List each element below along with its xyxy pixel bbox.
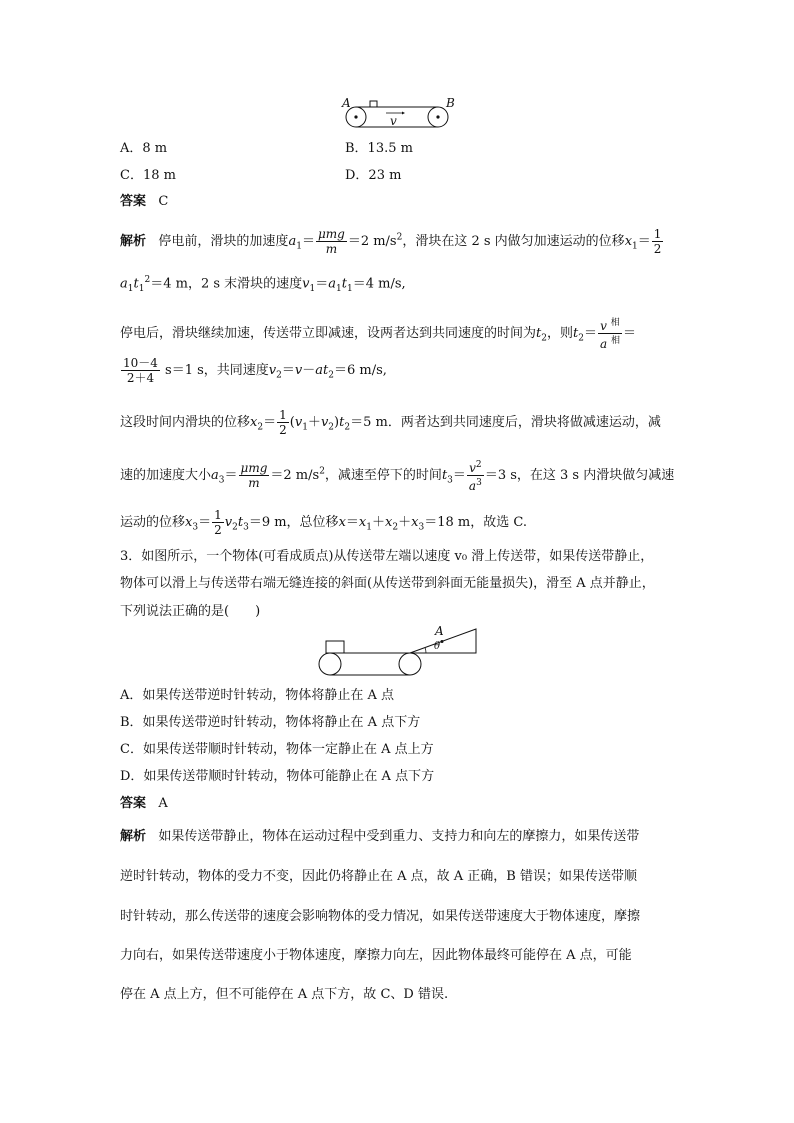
solution-3-line-5: 停在 A 点上方，但不可能停在 A 点下方，故 C、D 错误.	[120, 987, 449, 1002]
conveyor-incline-figure	[312, 624, 484, 680]
solution-1-line-3: 停电后，滑块继续加速，传送带立即减速，设两者达到共同速度的时间为$t_2$，则$t_2=$ $\frac{v ^相}{a ^相}$ ＝	[120, 318, 636, 351]
solution-text: ，在这 3 s 内滑块做匀减速	[516, 468, 675, 483]
answer-label: 答案	[120, 194, 147, 209]
conveyor-figure-1	[338, 96, 458, 132]
solution-3-line-1	[120, 828, 639, 846]
conveyor-incline-diagram	[312, 624, 484, 680]
solution-text: 速的加速度大小	[120, 468, 212, 483]
solution-1-line-2: $a_1t_1^2=4$ m，2 s 末滑块的速度$v_1=a_1t_1=4$ m/s,	[120, 275, 406, 294]
answer-value: A	[158, 796, 168, 811]
option-b: B．13.5 m	[345, 141, 413, 156]
option-a: A．8 m	[120, 141, 168, 156]
solution-text: 这段时间内滑块的位移	[120, 415, 251, 430]
solution-text: 停电前，滑块的加速度	[158, 234, 289, 249]
conveyor-diagram	[338, 96, 458, 132]
solution-text: ．两者达到共同速度后，滑块将做减速运动，减	[387, 415, 661, 430]
label-theta: θ	[434, 641, 441, 652]
solution-text: 运动的位移	[120, 515, 186, 530]
solution-text: ，2 s 末滑块的速度	[187, 276, 303, 292]
label-a: A	[342, 96, 351, 110]
solution-1-line-5: 这段时间内滑块的位移$x_2=$ $\frac{1}{2}$ $(v_1+v_2)t_2=5$ m．两者达到共同速度后，滑块将做减速运动，减	[120, 408, 661, 437]
answer-3	[120, 795, 168, 813]
answer-value: C	[158, 194, 169, 209]
solution-text: 如果传送带静止，物体在运动过程中受到重力、支持力和向左的摩擦力，如果传送带	[158, 829, 640, 844]
solution-text: ，总位移	[286, 515, 339, 530]
option-d: D．23 m	[345, 168, 402, 183]
question-3-line-3: 下列说法正确的是( )	[120, 604, 261, 619]
label-v: v	[390, 114, 397, 128]
option-c: C．18 m	[120, 168, 176, 183]
label-a-point: A	[435, 624, 444, 638]
q3-option-d: D．如果传送带顺时针转动，物体可能静止在 A 点下方	[120, 769, 435, 784]
solution-text: s＝1 s，共同速度	[165, 363, 269, 378]
question-3-line-2: 物体可以滑上与传送带右端无缝连接的斜面(从传送带到斜面无能量损失)，滑至 A 点并静止，	[120, 576, 655, 591]
solution-text: ，滑块在这 2 s 内做匀加速运动的位移	[402, 234, 625, 249]
q3-option-a: A．如果传送带逆时针转动，物体将静止在 A 点	[120, 688, 395, 703]
solution-text: ，故选 C.	[470, 515, 527, 530]
solution-text: ，则	[546, 326, 573, 341]
solution-label: 解析	[120, 829, 147, 844]
question-3-line-1: 3．如图所示，一个物体(可看成质点)从传送带左端以速度 v₀ 滑上传送带，如果传送带静止，	[120, 549, 654, 564]
solution-text: 停电后，滑块继续加速，传送带立即减速，设两者达到共同速度的时间为	[120, 326, 537, 341]
q3-option-c: C．如果传送带顺时针转动，物体一定静止在 A 点上方	[120, 742, 434, 757]
solution-1-line-7: 运动的位移$x_3=$ $\frac{1}{2}$ $v_2t_3=9$ m，总位移$x=x_1+x_2+x_3=18$ m，故选 C.	[120, 508, 527, 537]
solution-3-line-4: 力向右，如果传送带速度小于物体速度，摩擦力向左，因此物体最终可能停在 A 点，可能	[120, 948, 632, 963]
solution-1-line-1: 解析 停电前，滑块的加速度$a_1=$ $\frac{\text{μmg}}{m}$ ＝2 $m/s^2$，滑块在这 2 s 内做匀加速运动的位移$x_1=$ $\frac{1}{2}$	[120, 227, 662, 256]
solution-label: 解析	[120, 234, 147, 249]
q3-option-b: B．如果传送带逆时针转动，物体将静止在 A 点下方	[120, 715, 421, 730]
answer-label: 答案	[120, 796, 147, 811]
solution-3-line-3: 时针转动，那么传送带的速度会影响物体的受力情况，如果传送带速度大于物体速度，摩擦	[120, 909, 641, 924]
solution-1-line-4: $\frac{10-4}{2+4}$ s＝1 s，共同速度$v_2=v-at_2=6$ m/s,	[123, 356, 387, 385]
solution-text: ，减速至停下的时间	[324, 468, 442, 483]
answer-1	[120, 193, 168, 211]
solution-1-line-6: 速的加速度大小$a_3=$ $\frac{\text{μmg}}{m}$ ＝2 $m/s^2$，减速至停下的时间$t_3=$ $\frac{v^2}{a^3}$ ＝3 s，在这 3 s 内滑块做匀减速	[120, 460, 675, 493]
label-b: B	[446, 96, 455, 110]
solution-3-line-2: 逆时针转动，物体的受力不变，因此仍将静止在 A 点，故 A 正确，B 错误；如果传送带顺	[120, 869, 637, 884]
